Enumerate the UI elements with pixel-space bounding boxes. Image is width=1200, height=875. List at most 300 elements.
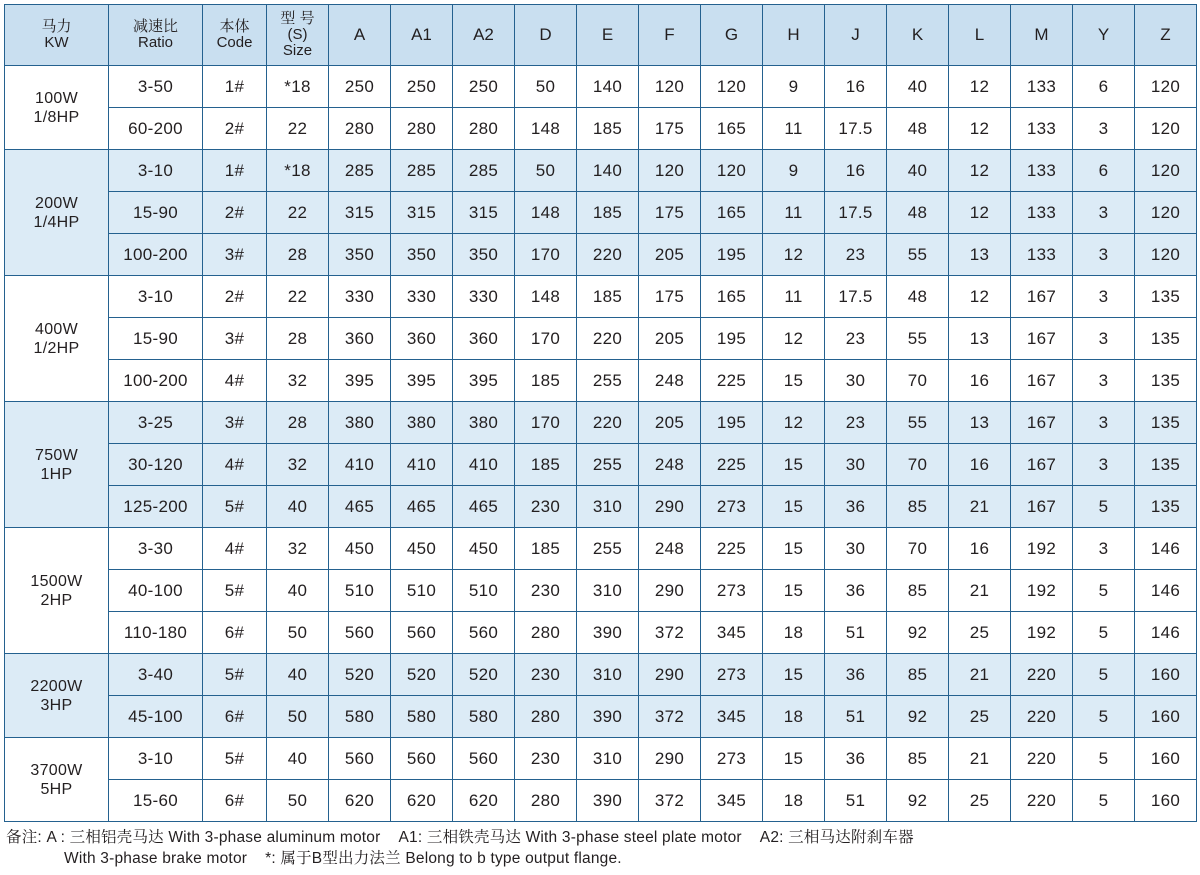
table-cell: 273 — [701, 486, 763, 528]
table-cell: 170 — [515, 234, 577, 276]
table-cell: 36 — [825, 738, 887, 780]
table-cell: 11 — [763, 192, 825, 234]
table-cell: 225 — [701, 444, 763, 486]
table-cell: 23 — [825, 402, 887, 444]
table-cell: 372 — [639, 696, 701, 738]
table-cell: 12 — [763, 402, 825, 444]
table-cell: 160 — [1135, 738, 1197, 780]
table-cell: 192 — [1011, 570, 1073, 612]
table-cell: 40 — [267, 738, 329, 780]
table-cell: 520 — [391, 654, 453, 696]
table-cell: 40 — [267, 570, 329, 612]
table-cell: 36 — [825, 570, 887, 612]
table-cell: 5# — [203, 486, 267, 528]
table-cell: 510 — [329, 570, 391, 612]
table-cell: 17.5 — [825, 276, 887, 318]
table-cell: 85 — [887, 654, 949, 696]
table-cell: 230 — [515, 738, 577, 780]
table-cell: 36 — [825, 654, 887, 696]
table-row — [5, 402, 1197, 444]
table-cell: 11 — [763, 276, 825, 318]
table-cell: 315 — [391, 192, 453, 234]
table-cell: 60-200 — [109, 108, 203, 150]
table-cell: 290 — [639, 738, 701, 780]
table-cell: 170 — [515, 318, 577, 360]
table-cell: 85 — [887, 486, 949, 528]
table-cell: 70 — [887, 444, 949, 486]
header-ratio-cn: 减速比 — [132, 18, 178, 35]
table-cell: 3# — [203, 402, 267, 444]
table-row — [5, 66, 1197, 108]
table-cell: 330 — [391, 276, 453, 318]
table-cell: 5 — [1073, 696, 1135, 738]
table-cell: 350 — [453, 234, 515, 276]
power-watts: 2200W — [30, 677, 83, 695]
header-dim-a1: A1 — [391, 5, 453, 66]
table-cell: 55 — [887, 318, 949, 360]
table-row — [5, 234, 1197, 276]
table-cell: 146 — [1135, 612, 1197, 654]
table-cell: 3-10 — [109, 738, 203, 780]
table-cell: 290 — [639, 654, 701, 696]
table-cell: 23 — [825, 234, 887, 276]
table-row — [5, 444, 1197, 486]
power-watts: 1500W — [30, 572, 83, 590]
table-cell: 167 — [1011, 318, 1073, 360]
table-cell: 290 — [639, 570, 701, 612]
footnote-a2: A2: 三相马达附刹车器 — [759, 829, 914, 846]
table-cell: 48 — [887, 276, 949, 318]
table-cell: 16 — [949, 360, 1011, 402]
table-cell: 2# — [203, 276, 267, 318]
power-watts: 200W — [35, 194, 78, 212]
table-cell: 120 — [1135, 234, 1197, 276]
power-cell — [5, 66, 109, 150]
header-dim-a2: A2 — [453, 5, 515, 66]
table-cell: 360 — [329, 318, 391, 360]
power-cell — [5, 402, 109, 528]
table-cell: 465 — [391, 486, 453, 528]
table-cell: 23 — [825, 318, 887, 360]
table-cell: 36 — [825, 486, 887, 528]
table-cell: 120 — [1135, 66, 1197, 108]
table-cell: 560 — [391, 612, 453, 654]
table-cell: 580 — [453, 696, 515, 738]
table-cell: 285 — [453, 150, 515, 192]
power-cell — [5, 528, 109, 654]
footnote-a: A : 三相铝壳马达 With 3-phase aluminum motor — [46, 829, 381, 846]
table-cell: 285 — [391, 150, 453, 192]
table-cell: 135 — [1135, 276, 1197, 318]
footnote-label: 备注: — [6, 829, 42, 846]
table-cell: 205 — [639, 234, 701, 276]
table-cell: 175 — [639, 108, 701, 150]
table-cell: 148 — [515, 192, 577, 234]
header-size-s: (S) — [287, 26, 308, 43]
table-cell: 40 — [887, 150, 949, 192]
table-cell: 11 — [763, 108, 825, 150]
table-cell: 220 — [1011, 654, 1073, 696]
table-cell: 248 — [639, 528, 701, 570]
header-power-cn: 马力 — [41, 18, 72, 35]
table-cell: 560 — [391, 738, 453, 780]
table-cell: 1# — [203, 66, 267, 108]
table-cell: 285 — [329, 150, 391, 192]
header-dim-j: J — [825, 5, 887, 66]
power-hp: 1/8HP — [33, 108, 80, 126]
header-dim-f: F — [639, 5, 701, 66]
table-cell: 205 — [639, 318, 701, 360]
table-cell: 220 — [577, 234, 639, 276]
table-cell: 3 — [1073, 360, 1135, 402]
table-cell: 18 — [763, 612, 825, 654]
table-cell: 220 — [577, 318, 639, 360]
table-cell: 167 — [1011, 360, 1073, 402]
table-cell: 185 — [515, 360, 577, 402]
table-cell: 330 — [329, 276, 391, 318]
table-cell: 248 — [639, 360, 701, 402]
table-cell: 290 — [639, 486, 701, 528]
table-cell: 620 — [329, 780, 391, 822]
table-cell: 3# — [203, 318, 267, 360]
header-code-cn: 本体 — [219, 18, 250, 35]
table-cell: 50 — [515, 66, 577, 108]
table-cell: 146 — [1135, 528, 1197, 570]
table-row — [5, 654, 1197, 696]
table-cell: 465 — [453, 486, 515, 528]
table-cell: 560 — [329, 612, 391, 654]
table-cell: 220 — [1011, 780, 1073, 822]
table-cell: 15-60 — [109, 780, 203, 822]
table-cell: 192 — [1011, 612, 1073, 654]
power-hp: 5HP — [40, 780, 73, 798]
table-cell: 280 — [453, 108, 515, 150]
table-cell: 120 — [1135, 192, 1197, 234]
table-cell: 16 — [825, 66, 887, 108]
table-cell: 580 — [329, 696, 391, 738]
table-cell: 315 — [453, 192, 515, 234]
table-cell: 160 — [1135, 696, 1197, 738]
table-cell: 32 — [267, 444, 329, 486]
footnote-line-1 — [6, 827, 1196, 848]
table-cell: 18 — [763, 696, 825, 738]
table-cell: 40-100 — [109, 570, 203, 612]
table-cell: 5 — [1073, 612, 1135, 654]
header-size-cn: 型 号 — [280, 10, 315, 27]
table-cell: 2# — [203, 108, 267, 150]
table-cell: 6# — [203, 612, 267, 654]
table-cell: 148 — [515, 276, 577, 318]
table-cell: 3 — [1073, 402, 1135, 444]
table-cell: 50 — [267, 780, 329, 822]
table-cell: 315 — [329, 192, 391, 234]
table-cell: 3 — [1073, 192, 1135, 234]
table-cell: 205 — [639, 402, 701, 444]
table-cell: 250 — [391, 66, 453, 108]
table-cell: 15 — [763, 528, 825, 570]
table-cell: 160 — [1135, 654, 1197, 696]
table-cell: 21 — [949, 570, 1011, 612]
header-ratio-en: Ratio — [137, 34, 174, 51]
footnote-a2-en: With 3-phase brake motor — [64, 850, 248, 867]
table-cell: 380 — [453, 402, 515, 444]
table-cell: 3 — [1073, 276, 1135, 318]
table-cell: 230 — [515, 654, 577, 696]
table-cell: 6# — [203, 780, 267, 822]
table-cell: 360 — [453, 318, 515, 360]
power-hp: 1/4HP — [33, 213, 80, 231]
power-hp: 2HP — [40, 591, 73, 609]
table-cell: 15 — [763, 738, 825, 780]
table-cell: 175 — [639, 276, 701, 318]
table-cell: 25 — [949, 780, 1011, 822]
header-ratio — [109, 5, 203, 66]
table-cell: 185 — [577, 276, 639, 318]
table-cell: *18 — [267, 66, 329, 108]
header-dim-z: Z — [1135, 5, 1197, 66]
table-cell: 12 — [949, 276, 1011, 318]
table-cell: 255 — [577, 360, 639, 402]
table-cell: 51 — [825, 612, 887, 654]
table-cell: 32 — [267, 528, 329, 570]
table-cell: 15 — [763, 654, 825, 696]
table-cell: 350 — [391, 234, 453, 276]
table-cell: 410 — [329, 444, 391, 486]
table-row — [5, 528, 1197, 570]
table-cell: 22 — [267, 108, 329, 150]
header-dim-d: D — [515, 5, 577, 66]
spec-table — [4, 4, 1197, 822]
table-cell: 32 — [267, 360, 329, 402]
table-cell: 17.5 — [825, 192, 887, 234]
table-cell: 70 — [887, 528, 949, 570]
header-dim-k: K — [887, 5, 949, 66]
table-cell: 310 — [577, 570, 639, 612]
table-cell: 345 — [701, 696, 763, 738]
table-cell: 390 — [577, 696, 639, 738]
footnote — [6, 827, 1196, 869]
table-cell: 620 — [391, 780, 453, 822]
table-cell: 4# — [203, 444, 267, 486]
table-cell: 3 — [1073, 444, 1135, 486]
table-row — [5, 738, 1197, 780]
table-cell: 25 — [949, 696, 1011, 738]
table-cell: 120 — [1135, 108, 1197, 150]
table-cell: 125-200 — [109, 486, 203, 528]
table-cell: 450 — [391, 528, 453, 570]
table-cell: 120 — [1135, 150, 1197, 192]
table-cell: 5 — [1073, 780, 1135, 822]
table-cell: 395 — [391, 360, 453, 402]
table-cell: 120 — [701, 150, 763, 192]
table-cell: 4# — [203, 360, 267, 402]
table-cell: 30 — [825, 444, 887, 486]
table-cell: 5# — [203, 654, 267, 696]
footnote-star: *: 属于B型出力法兰 Belong to b type output flange. — [265, 850, 622, 867]
table-cell: 165 — [701, 192, 763, 234]
header-dim-g: G — [701, 5, 763, 66]
table-cell: 3# — [203, 234, 267, 276]
table-row — [5, 780, 1197, 822]
table-cell: 185 — [515, 444, 577, 486]
table-cell: 465 — [329, 486, 391, 528]
table-cell: 5 — [1073, 486, 1135, 528]
table-row — [5, 486, 1197, 528]
table-cell: 280 — [329, 108, 391, 150]
table-cell: 12 — [949, 150, 1011, 192]
table-cell: 12 — [949, 108, 1011, 150]
header-row — [5, 5, 1197, 66]
header-code — [203, 5, 267, 66]
table-cell: 70 — [887, 360, 949, 402]
header-power-en: KW — [44, 34, 69, 51]
table-cell: 3 — [1073, 234, 1135, 276]
table-cell: 30 — [825, 360, 887, 402]
table-cell: 5# — [203, 570, 267, 612]
table-cell: 85 — [887, 570, 949, 612]
table-row — [5, 318, 1197, 360]
table-cell: 450 — [329, 528, 391, 570]
table-cell: 110-180 — [109, 612, 203, 654]
table-cell: 2# — [203, 192, 267, 234]
table-cell: 15 — [763, 360, 825, 402]
table-cell: 255 — [577, 444, 639, 486]
table-cell: *18 — [267, 150, 329, 192]
power-hp: 3HP — [40, 696, 73, 714]
table-cell: 85 — [887, 738, 949, 780]
table-cell: 135 — [1135, 402, 1197, 444]
header-power — [5, 5, 109, 66]
table-cell: 22 — [267, 192, 329, 234]
table-cell: 280 — [515, 696, 577, 738]
header-code-en: Code — [216, 34, 253, 51]
table-cell: 3-50 — [109, 66, 203, 108]
table-cell: 17.5 — [825, 108, 887, 150]
header-dim-l: L — [949, 5, 1011, 66]
table-cell: 195 — [701, 402, 763, 444]
table-cell: 450 — [453, 528, 515, 570]
table-cell: 120 — [639, 150, 701, 192]
table-cell: 510 — [391, 570, 453, 612]
table-cell: 120 — [639, 66, 701, 108]
table-cell: 51 — [825, 780, 887, 822]
table-cell: 12 — [763, 318, 825, 360]
table-cell: 372 — [639, 780, 701, 822]
table-cell: 3 — [1073, 108, 1135, 150]
table-header — [5, 5, 1197, 66]
table-cell: 230 — [515, 570, 577, 612]
header-size — [267, 5, 329, 66]
table-cell: 167 — [1011, 444, 1073, 486]
table-cell: 250 — [329, 66, 391, 108]
table-cell: 520 — [329, 654, 391, 696]
table-cell: 330 — [453, 276, 515, 318]
table-cell: 13 — [949, 402, 1011, 444]
table-cell: 273 — [701, 654, 763, 696]
table-cell: 3-10 — [109, 276, 203, 318]
table-cell: 510 — [453, 570, 515, 612]
table-cell: 360 — [391, 318, 453, 360]
table-row — [5, 612, 1197, 654]
table-cell: 146 — [1135, 570, 1197, 612]
table-cell: 55 — [887, 234, 949, 276]
table-cell: 55 — [887, 402, 949, 444]
table-cell: 220 — [1011, 738, 1073, 780]
table-cell: 22 — [267, 276, 329, 318]
header-size-en: Size — [282, 42, 313, 59]
table-cell: 620 — [453, 780, 515, 822]
table-cell: 167 — [1011, 276, 1073, 318]
table-cell: 16 — [949, 444, 1011, 486]
power-hp: 1HP — [40, 465, 73, 483]
table-cell: 92 — [887, 780, 949, 822]
table-cell: 345 — [701, 780, 763, 822]
table-cell: 133 — [1011, 108, 1073, 150]
power-watts: 100W — [35, 89, 78, 107]
table-cell: 248 — [639, 444, 701, 486]
table-cell: 100-200 — [109, 360, 203, 402]
power-hp: 1/2HP — [33, 339, 80, 357]
table-cell: 5 — [1073, 570, 1135, 612]
table-cell: 395 — [329, 360, 391, 402]
table-cell: 350 — [329, 234, 391, 276]
table-cell: 230 — [515, 486, 577, 528]
table-cell: 40 — [267, 654, 329, 696]
footnote-line-2 — [6, 848, 1196, 869]
table-cell: 220 — [577, 402, 639, 444]
table-cell: 16 — [949, 528, 1011, 570]
table-cell: 148 — [515, 108, 577, 150]
table-cell: 160 — [1135, 780, 1197, 822]
table-cell: 6 — [1073, 150, 1135, 192]
table-cell: 280 — [515, 612, 577, 654]
table-cell: 6 — [1073, 66, 1135, 108]
table-cell: 15 — [763, 570, 825, 612]
power-cell — [5, 738, 109, 822]
table-row — [5, 150, 1197, 192]
table-cell: 9 — [763, 66, 825, 108]
table-cell: 167 — [1011, 402, 1073, 444]
table-cell: 410 — [391, 444, 453, 486]
table-cell: 345 — [701, 612, 763, 654]
table-cell: 15 — [763, 486, 825, 528]
table-cell: 133 — [1011, 192, 1073, 234]
table-cell: 13 — [949, 234, 1011, 276]
table-cell: 273 — [701, 570, 763, 612]
header-dim-y: Y — [1073, 5, 1135, 66]
table-cell: 3-25 — [109, 402, 203, 444]
table-cell: 5 — [1073, 654, 1135, 696]
table-cell: 380 — [391, 402, 453, 444]
table-cell: 560 — [329, 738, 391, 780]
table-cell: 25 — [949, 612, 1011, 654]
table-cell: 15-90 — [109, 318, 203, 360]
table-cell: 3-40 — [109, 654, 203, 696]
table-cell: 50 — [515, 150, 577, 192]
table-cell: 120 — [701, 66, 763, 108]
table-row — [5, 108, 1197, 150]
table-cell: 280 — [391, 108, 453, 150]
table-row — [5, 360, 1197, 402]
table-cell: 560 — [453, 738, 515, 780]
table-cell: 28 — [267, 234, 329, 276]
table-cell: 12 — [949, 192, 1011, 234]
table-cell: 18 — [763, 780, 825, 822]
table-cell: 28 — [267, 402, 329, 444]
table-cell: 3-10 — [109, 150, 203, 192]
table-cell: 21 — [949, 738, 1011, 780]
table-cell: 1# — [203, 150, 267, 192]
